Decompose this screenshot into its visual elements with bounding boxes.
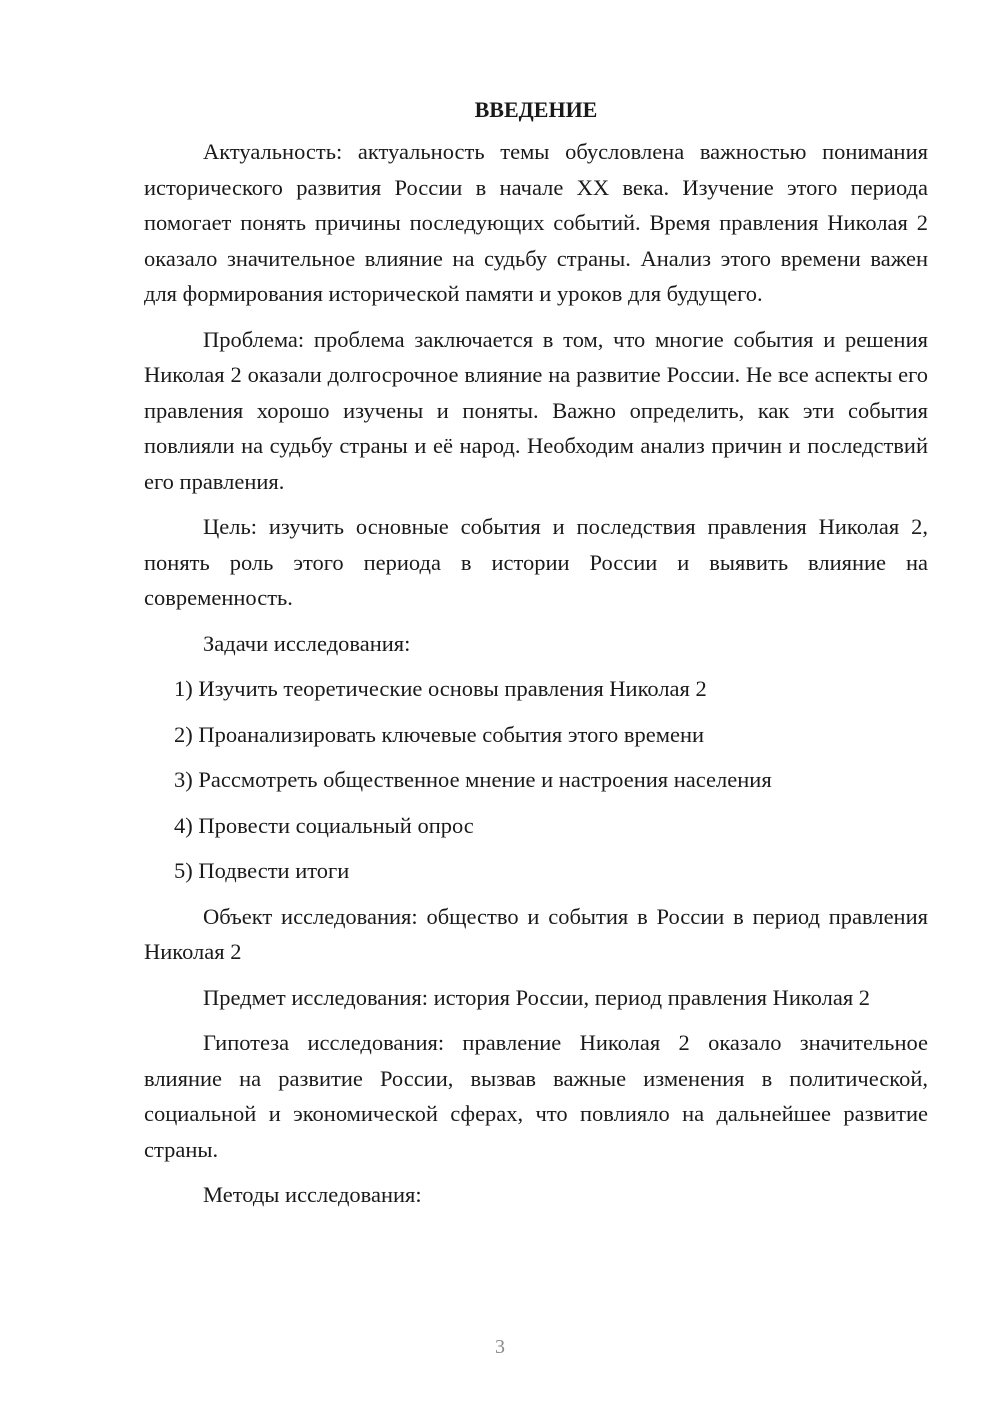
goal-paragraph: Цель: изучить основные события и последствия правления Николая 2, понять роль этого периода в истории России и выявить влияние на современность. (144, 514, 928, 610)
list-item: 3) Рассмотреть общественное мнение и настроения населения (174, 767, 772, 792)
list-item: 1) Изучить теоретические основы правления Николая 2 (174, 676, 707, 701)
hypothesis-paragraph: Гипотеза исследования: правление Николая 2 оказало значительное влияние на развитие России, вызвав важные изменения в политической, социальной и экономической сферах, что повлияло на дальнейшее развитие страны. (144, 1030, 928, 1162)
tasks-heading: Задачи исследования: (203, 630, 411, 656)
task-list (144, 671, 928, 889)
list-item: 4) Провести социальный опрос (174, 812, 474, 838)
list-item: 5) Подвести итоги (174, 858, 350, 883)
object-paragraph: Объект исследования: общество и события в России в период правления Николая 2 (144, 903, 928, 964)
page-title: ВВЕДЕНИЕ (474, 97, 598, 122)
problem-paragraph: Проблема: проблема заключается в том, что многие события и решения Николая 2 оказали долгосрочное влияние на развитие России. Не все аспекты его правления хорошо изучены и поняты. Важно определить, как эти события повлияли на судьбу страны и её народ. Необходим анализ причин и последствий его правления. (144, 326, 928, 494)
list-item: 2) Проанализировать ключевые события этого времени (174, 721, 705, 747)
methods-heading: Методы исследования: (203, 1182, 422, 1207)
relevance-paragraph: Актуальность: актуальность темы обусловлена важностью понимания исторического развития России в начале XX века. Изучение этого периода помогает понять причины последующих событий. Время правления Николая 2 оказало значительное влияние на судьбу страны. Анализ этого времени важен для формирования исторической памяти и уроков для будущего. (144, 139, 928, 306)
page-number: 3 (495, 1336, 505, 1358)
subject-paragraph: Предмет исследования: история России, период правления Николая 2 (203, 984, 871, 1010)
page-content (144, 92, 928, 1223)
